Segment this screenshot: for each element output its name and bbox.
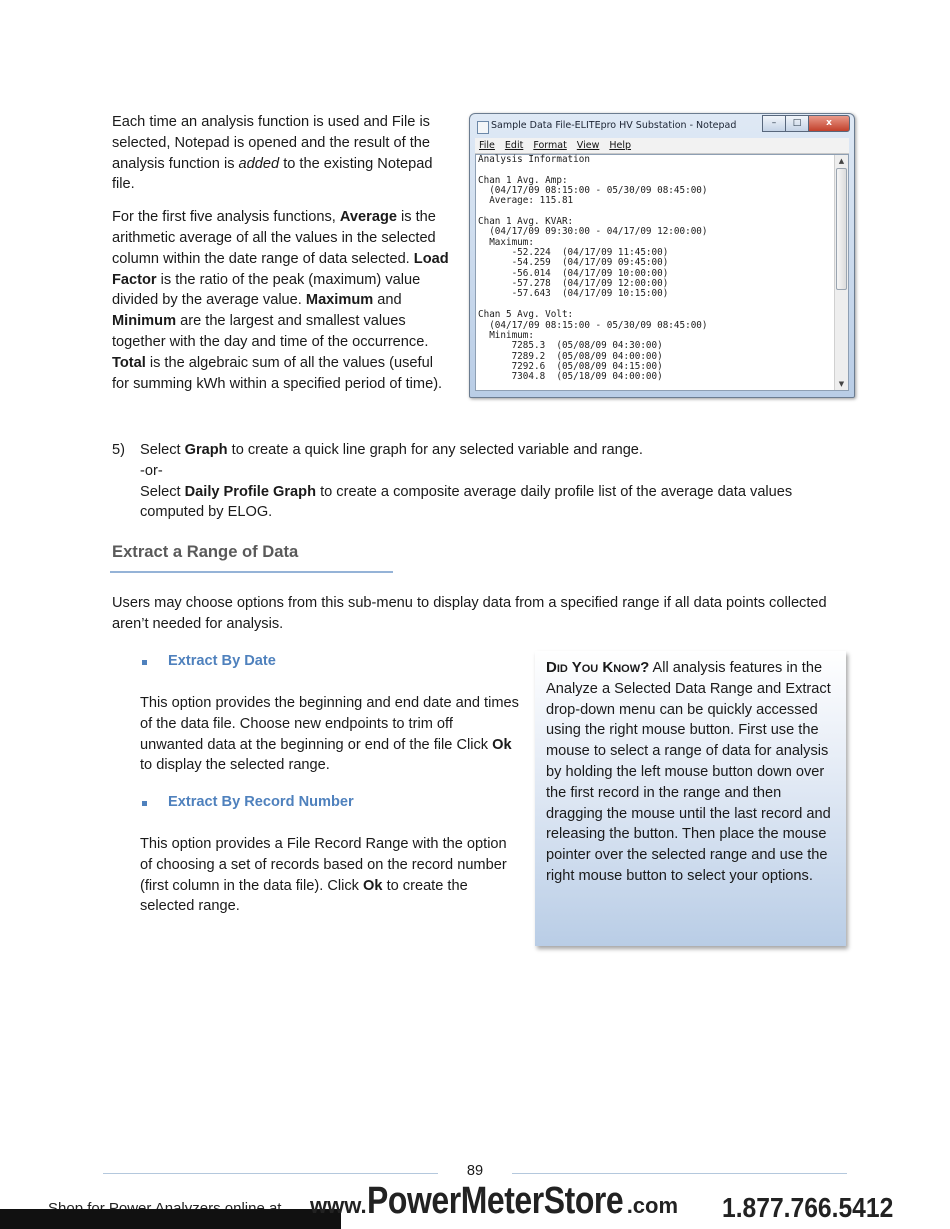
notepad-line: Chan 5 Avg. Volt:: [478, 309, 574, 321]
scroll-thumb[interactable]: [836, 168, 847, 290]
notepad-line: Chan 1 Avg. KVAR:: [478, 216, 574, 228]
scroll-up-icon[interactable]: ▲: [838, 157, 845, 165]
notepad-scrollbar[interactable]: [834, 155, 848, 390]
promo-black-bar: [0, 1209, 341, 1229]
menu-view[interactable]: View: [576, 140, 600, 151]
heading-underline: [110, 571, 393, 573]
intro-text: [112, 112, 452, 406]
intro-paragraph-1: Each time an analysis function is used and File is selected, Notepad is opened and the result of the analysis function is added to the existing Notepad file.: [112, 114, 433, 193]
notepad-line: -52.224 (04/17/09 11:45:00): [478, 247, 669, 259]
footer-rule-left: [103, 1173, 438, 1174]
window-controls: [763, 115, 850, 132]
menu-file[interactable]: File: [479, 140, 495, 151]
menu-edit[interactable]: Edit: [504, 140, 524, 151]
bullet-body-extract-by-record: This option provides a File Record Range with the option of choosing a set of records based on the record number (first column in the data file). Click Ok to create the selected range.: [140, 836, 507, 915]
step-number: 5): [112, 442, 125, 458]
maximize-button[interactable]: □: [785, 115, 809, 132]
notepad-line: 7304.8 (05/18/09 04:00:00): [478, 371, 663, 383]
menu-format[interactable]: Format: [533, 140, 567, 151]
step-5-graph-line: Select Graph to create a quick line graph for any selected variable and range.: [140, 442, 643, 458]
section-intro: Users may choose options from this sub-menu to display data from a specified range if all data points collected aren’t needed for analysis.: [112, 595, 827, 632]
step-5-body: [140, 440, 852, 523]
notepad-line: (04/17/09 08:15:00 - 05/30/09 08:45:00): [478, 319, 708, 331]
did-you-know-label: Did You Know?: [546, 659, 650, 676]
bullet-title-extract-by-date: Extract By Date: [168, 653, 276, 669]
notepad-line: (04/17/09 08:15:00 - 05/30/09 08:45:00): [478, 185, 708, 197]
notepad-line: 7285.3 (05/08/09 04:30:00): [478, 340, 663, 352]
minimize-button[interactable]: –: [762, 115, 786, 132]
notepad-menu-bar: [475, 138, 849, 154]
promo-phone: 1.877.766.5412: [722, 1192, 894, 1223]
notepad-line: Analysis Information: [478, 154, 590, 165]
notepad-title: Sample Data File-ELITEpro HV Substation - Notepad: [491, 120, 737, 131]
bullet-body-extract-by-date: This option provides the beginning and end date and times of the data file. Choose new endpoints to trim off unwanted data at the beginning or end of the file Click Ok to display the selected range.: [140, 695, 519, 774]
intro-paragraph-2: For the first five analysis functions, Average is the arithmetic average of all the values in the selected column within the date range of data selected. Load Factor is the ratio of the peak (maximum) value divided by the average value. Maximum and Minimum are the largest and smallest values together with the day and time of the occurrence. Total is the algebraic sum of all the values (useful for summing kWh within a specified period of time).: [112, 209, 449, 392]
notepad-line: Minimum:: [478, 329, 534, 341]
step-5-or: -or-: [140, 462, 163, 479]
scroll-down-icon[interactable]: ▼: [838, 380, 845, 388]
notepad-app-icon: [477, 121, 489, 134]
notepad-line: Maximum:: [478, 236, 534, 248]
notepad-line: -54.259 (04/17/09 09:45:00): [478, 257, 669, 269]
menu-help[interactable]: Help: [609, 140, 632, 151]
promo-website[interactable]: www.PowerMeterStore .com: [310, 1180, 679, 1222]
close-button[interactable]: x: [808, 115, 850, 132]
notepad-line: Average: 115.81: [478, 195, 574, 207]
notepad-line: -57.278 (04/17/09 12:00:00): [478, 278, 669, 290]
step-5-daily-profile-line: Select Daily Profile Graph to create a composite average daily profile list of the average data values computed by ELOG.: [140, 483, 793, 521]
notepad-line: 7289.2 (05/08/09 04:00:00): [478, 350, 663, 362]
page-number: 89: [466, 1163, 484, 1179]
section-heading: Extract a Range of Data: [112, 542, 299, 561]
notepad-window: [469, 113, 855, 398]
notepad-line: -57.643 (04/17/09 10:15:00): [478, 288, 669, 300]
notepad-line: (04/17/09 09:30:00 - 04/17/09 12:00:00): [478, 226, 708, 238]
did-you-know-box: [535, 651, 846, 946]
did-you-know-text: All analysis features in the Analyze a Selected Data Range and Extract drop-down menu can be quickly accessed using the right mouse button. First use the mouse to select a range of data for analysis by holding the left mouse button down over the first record in the range and then dragging the mouse until the last record and releasing the button. Then place the mouse pointer over the selected range and use the right mouse button to select your options.: [546, 660, 831, 884]
bullet-square-icon: [142, 660, 147, 665]
bullet-title-extract-by-record: Extract By Record Number: [168, 794, 354, 810]
notepad-text-area[interactable]: [475, 154, 849, 391]
footer-rule-right: [512, 1173, 847, 1174]
bullet-square-icon: [142, 801, 147, 806]
notepad-line: -56.014 (04/17/09 10:00:00): [478, 267, 669, 279]
notepad-line: Chan 1 Avg. Amp:: [478, 174, 568, 186]
notepad-line: 7292.6 (05/08/09 04:15:00): [478, 360, 663, 372]
notepad-content: [478, 155, 832, 383]
